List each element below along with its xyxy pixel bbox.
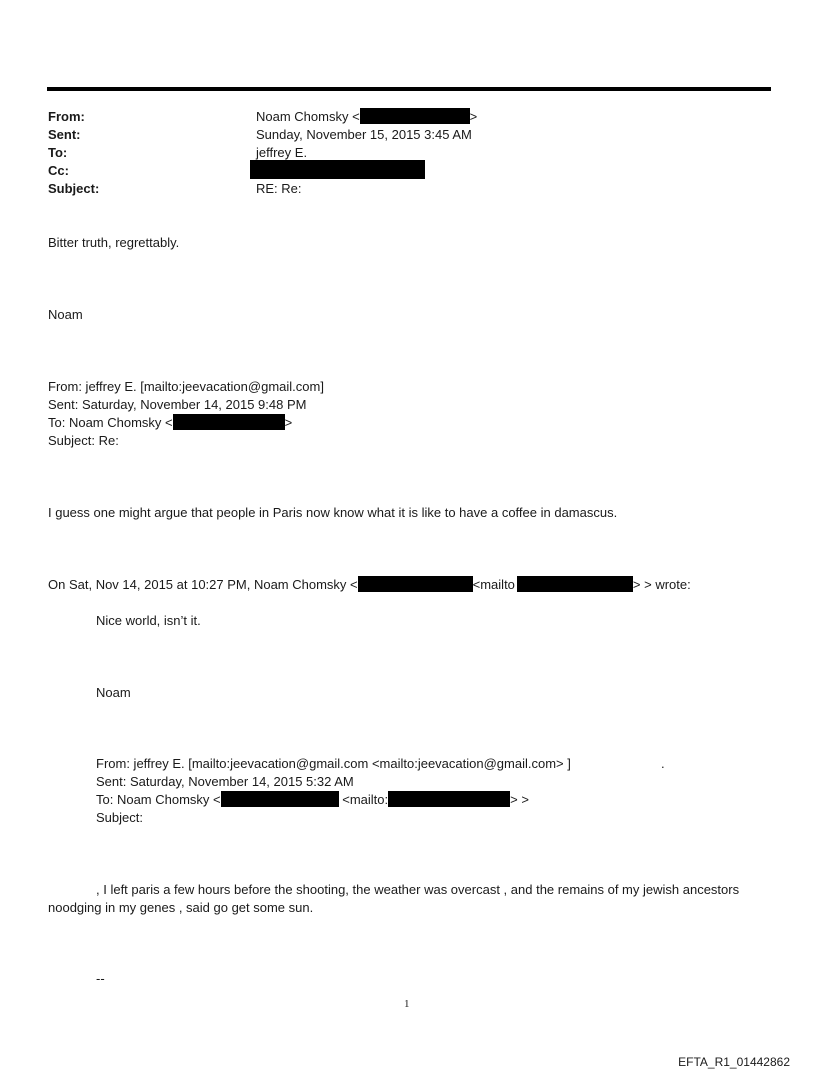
quoted1-message: I guess one might argue that people in Paris now know what it is like to have a coffee in damascus. xyxy=(48,505,618,520)
from-value xyxy=(256,108,477,125)
from-close: > xyxy=(469,109,478,124)
document-id: EFTA_R1_01442862 xyxy=(678,1055,790,1069)
quoted3-subject: Subject: xyxy=(96,810,143,825)
quoted1-to-suffix: > xyxy=(284,415,293,430)
to-label: To: xyxy=(48,145,68,160)
quoted2-message: Nice world, isn’t it. xyxy=(96,613,201,628)
redaction-bar xyxy=(250,160,425,179)
attribution-prefix: On Sat, Nov 14, 2015 at 10:27 PM, Noam Chomsky < xyxy=(48,577,358,592)
cc-value xyxy=(250,160,425,180)
quoted3-from: From: jeffrey E. [mailto:jeevacation@gmail.com <mailto:jeevacation@gmail.com> ] xyxy=(96,756,571,771)
quoted3-sent: Sent: Saturday, November 14, 2015 5:32 AM xyxy=(96,774,354,789)
quoted3-to-prefix: To: Noam Chomsky < xyxy=(96,792,221,807)
quoted2-signoff: Noam xyxy=(96,685,131,700)
quoted1-to-prefix: To: Noam Chomsky < xyxy=(48,415,173,430)
subject-label: Subject: xyxy=(48,181,100,196)
quoted3-message-line2: noodging in my genes , said go get some sun. xyxy=(48,900,314,915)
from-name: Noam Chomsky < xyxy=(256,109,360,124)
cc-label: Cc: xyxy=(48,163,69,178)
redaction-bar xyxy=(358,576,473,592)
quoted3-message-line1: , I left paris a few hours before the shooting, the weather was overcast , and the remains of my jewish ancestors xyxy=(96,882,740,897)
quoted1-from: From: jeffrey E. [mailto:jeevacation@gmail.com] xyxy=(48,379,324,394)
sent-label: Sent: xyxy=(48,127,81,142)
redaction-bar xyxy=(388,791,510,807)
quoted3-to-mid: <mailto: xyxy=(338,792,389,807)
quoted1-to xyxy=(48,414,292,431)
attribution-mid: <mailto xyxy=(472,577,515,592)
redaction-bar xyxy=(221,791,339,807)
quoted1-subject: Subject: Re: xyxy=(48,433,119,448)
from-label: From: xyxy=(48,109,85,124)
header-rule xyxy=(47,87,771,91)
quoted3-dot: . xyxy=(661,756,665,771)
quoted3-to xyxy=(96,791,529,808)
body-line: Bitter truth, regrettably. xyxy=(48,235,180,250)
redaction-bar xyxy=(173,414,285,430)
quoted2-attribution xyxy=(48,576,691,593)
to-value: jeffrey E. xyxy=(256,145,308,160)
page-number: 1 xyxy=(404,998,410,1010)
subject-value: RE: Re: xyxy=(256,181,302,196)
sent-value: Sunday, November 15, 2015 3:45 AM xyxy=(256,127,472,142)
body-signoff: Noam xyxy=(48,307,83,322)
attribution-suffix: > > wrote: xyxy=(632,577,691,592)
quoted3-dashes: -- xyxy=(96,971,105,986)
redaction-bar xyxy=(517,576,633,592)
quoted3-to-suffix: > > xyxy=(510,792,529,807)
quoted1-sent: Sent: Saturday, November 14, 2015 9:48 PM xyxy=(48,397,307,412)
redaction-bar xyxy=(360,108,470,124)
